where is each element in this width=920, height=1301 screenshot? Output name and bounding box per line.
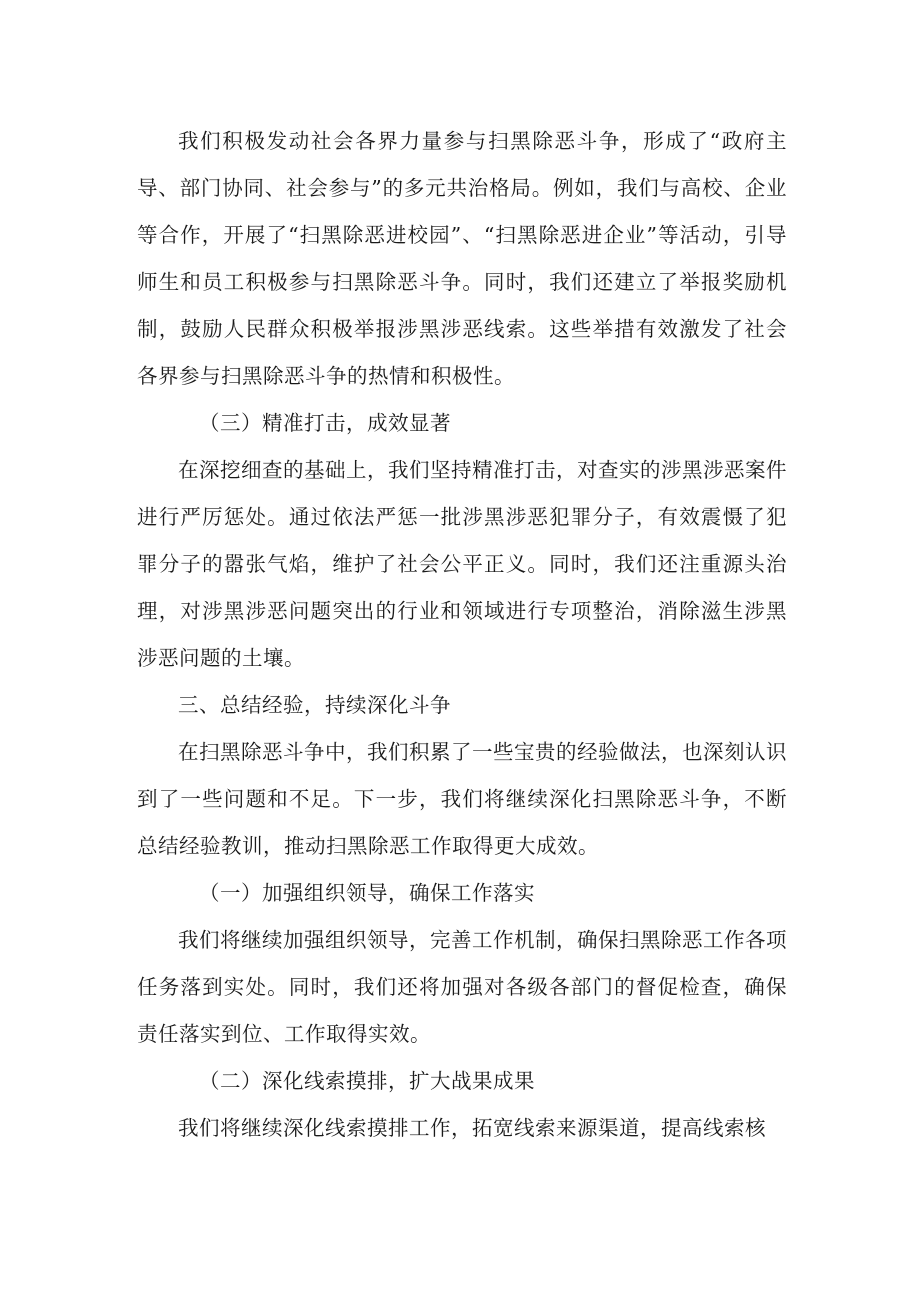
paragraph-precise-strike: 在深挖细查的基础上，我们坚持精准打击，对查实的涉黑涉恶案件进行严厉惩处。通过依法严惩一批涉黑涉恶犯罪分子，有效震慑了犯罪分子的嚣张气焰，维护了社会公平正义。同时，我们还注重源头治理，对涉黑涉恶问题突出的行业和领域进行专项整治，消除滋生涉黑涉恶问题的土壤。 — [137, 458, 787, 670]
document-body — [137, 118, 787, 1152]
subheading-precise-strike: （三）精准打击，成效显著 — [199, 411, 451, 435]
paragraph-summary: 在扫黑除恶斗争中，我们积累了一些宝贵的经验做法，也深刻认识到了一些问题和不足。下一步，我们将继续深化扫黑除恶斗争，不断总结经验教训，推动扫黑除恶工作取得更大成效。 — [137, 740, 787, 858]
section-heading-summary: 三、总结经验，持续深化斗争 — [178, 693, 451, 717]
subheading-clue-investigation: （二）深化线索摸排，扩大战果成果 — [199, 1069, 535, 1093]
paragraph-leadership: 我们将继续加强组织领导，完善工作机制，确保扫黑除恶工作各项任务落到实处。同时，我们还将加强对各级各部门的督促检查，确保责任落实到位、工作取得实效。 — [137, 928, 787, 1046]
subheading-leadership: （一）加强组织领导，确保工作落实 — [199, 881, 535, 905]
paragraph-social-participation: 我们积极发动社会各界力量参与扫黑除恶斗争，形成了“政府主导、部门协同、社会参与”的多元共治格局。例如，我们与高校、企业等合作，开展了“扫黑除恶进校园”、“扫黑除恶进企业”等活动，引导师生和员工积极参与扫黑除恶斗争。同时，我们还建立了举报奖励机制，鼓励人民群众积极举报涉黑涉恶线索。这些举措有效激发了社会各界参与扫黑除恶斗争的热情和积极性。 — [137, 129, 787, 388]
paragraph-clue-investigation: 我们将继续深化线索摸排工作，拓宽线索来源渠道，提高线索核 — [178, 1116, 766, 1140]
